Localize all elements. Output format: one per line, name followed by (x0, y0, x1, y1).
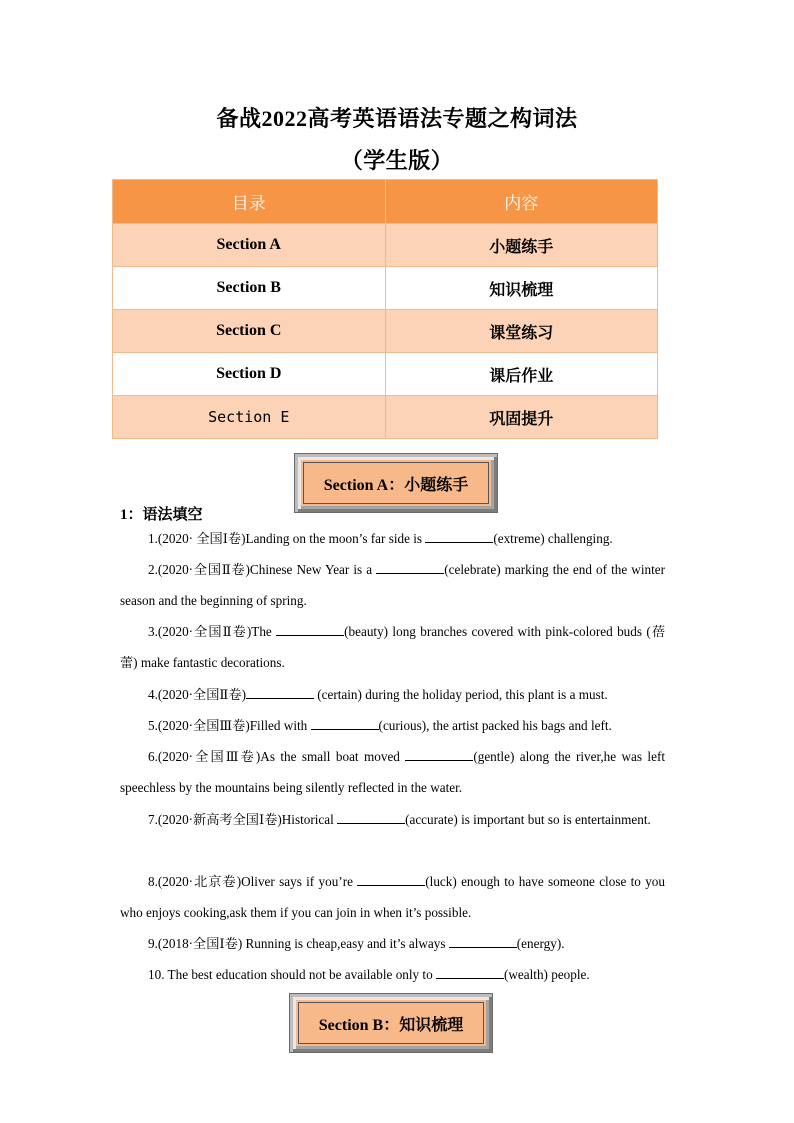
question-text: 3.(2020·全国Ⅱ卷)The (148, 624, 277, 639)
question-hint: (certain) during the holiday period, this plant is a must. (313, 687, 608, 702)
question-item (120, 554, 665, 616)
toc-section-cell: Section E (113, 396, 386, 439)
answer-blank (337, 811, 405, 824)
toc-row (113, 353, 658, 396)
toc-header-directory: 目录 (113, 180, 386, 224)
question-text: 2.(2020·全国Ⅱ卷)Chinese New Year is a (148, 562, 377, 577)
question-text: 9.(2018·全国Ⅰ卷) Running is cheap,easy and it’s always (148, 936, 449, 951)
question-item (120, 804, 665, 835)
page-subtitle: （学生版） (340, 148, 454, 173)
answer-blank (311, 717, 379, 730)
question-item (120, 928, 665, 959)
toc-section-cell: Section A (113, 224, 386, 267)
question-text: 8.(2020·北京卷)Oliver says if you’re (148, 874, 358, 889)
question-hint: (curious), the artist packed his bags and left. (378, 718, 612, 733)
toc-content-cell: 课后作业 (385, 353, 658, 396)
question-hint: (wealth) people. (504, 967, 590, 982)
section-a-banner (294, 453, 498, 513)
toc-header-content: 内容 (385, 180, 658, 224)
answer-blank (405, 748, 473, 761)
answer-blank (436, 966, 504, 979)
page-title: 备战2022高考英语语法专题之构词法 (216, 106, 578, 131)
toc-section-cell: Section D (113, 353, 386, 396)
section-b-banner (289, 993, 493, 1053)
question-item (120, 523, 665, 554)
question-hint: (beauty) long branches covered with pink-colored buds (蓓蕾) make fantastic decorations. (120, 624, 666, 670)
answer-blank (276, 623, 344, 636)
toc-table (112, 179, 658, 439)
question-item (120, 616, 665, 678)
answer-blank (357, 873, 425, 886)
answer-blank (425, 530, 493, 543)
toc-section-cell: Section C (113, 310, 386, 353)
question-hint: (luck) enough to have someone close to you who enjoys cooking,ask them if you can join in when it’s possible. (120, 874, 665, 920)
question-text: 1.(2020· 全国Ⅰ卷)Landing on the moon’s far side is (148, 531, 426, 546)
question-item (120, 866, 665, 928)
question-hint: (celebrate) marking the end of the winter season and the beginning of spring. (120, 562, 665, 608)
answer-blank (376, 561, 444, 574)
answer-blank (449, 935, 517, 948)
question-item (120, 679, 665, 710)
grammar-fill-heading: 1：语法填空 (120, 507, 203, 523)
question-hint: (extreme) challenging. (493, 531, 613, 546)
toc-row (113, 267, 658, 310)
question-text: 4.(2020·全国Ⅱ卷) (148, 687, 246, 702)
toc-content-cell: 小题练手 (385, 224, 658, 267)
question-text: 5.(2020·全国Ⅲ卷)Filled with (148, 718, 311, 733)
toc-content-cell: 课堂练习 (385, 310, 658, 353)
question-hint: (gentle) along the river,he was left speechless by the mountains being silently reflected in the water. (120, 749, 666, 795)
toc-row (113, 224, 658, 267)
question-text: 6.(2020·全国Ⅲ卷)As the small boat moved (148, 749, 406, 764)
section-b-banner-label: Section B：知识梳理 (298, 1002, 484, 1044)
toc-content-cell: 知识梳理 (385, 267, 658, 310)
question-hint: (accurate) is important but so is entertainment. (405, 812, 651, 827)
question-hint: (energy). (516, 936, 565, 951)
toc-section-cell: Section B (113, 267, 386, 310)
toc-content-cell: 巩固提升 (385, 396, 658, 439)
question-item (120, 710, 665, 741)
question-item (120, 741, 665, 803)
toc-header-row (113, 180, 658, 224)
toc-row (113, 396, 658, 439)
toc-row (113, 310, 658, 353)
question-text: 10. The best education should not be available only to (148, 967, 436, 982)
answer-blank (246, 686, 314, 699)
section-a-banner-label: Section A：小题练手 (303, 462, 489, 504)
question-text: 7.(2020·新高考全国Ⅰ卷)Historical (148, 812, 338, 827)
question-item (120, 959, 665, 990)
